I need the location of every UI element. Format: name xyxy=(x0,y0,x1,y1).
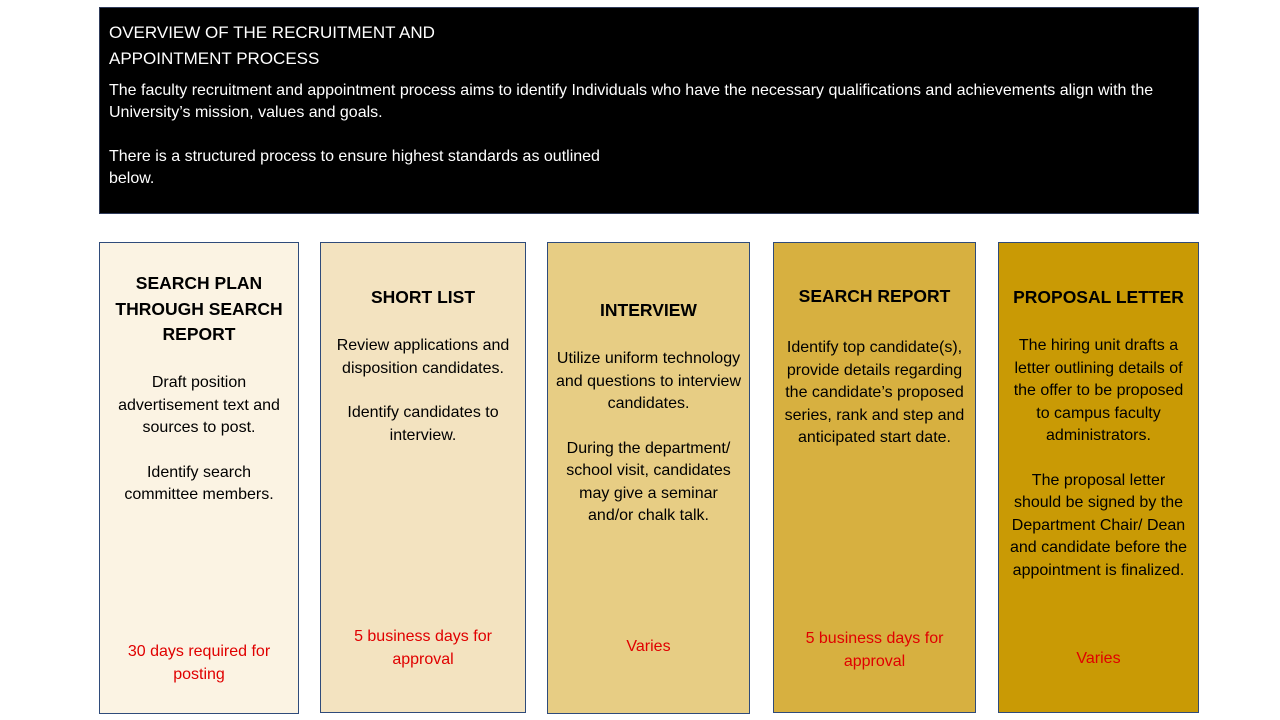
step-description xyxy=(782,337,967,450)
intro-paragraph: The faculty recruitment and appointment process aims to identify Individuals who have the necessary qualifications and achievements align with the University’s mission, values and goals. xyxy=(109,82,1154,121)
step-card-search-plan xyxy=(99,242,299,714)
step-timeline: 30 days required for posting xyxy=(127,643,271,683)
step-description xyxy=(1007,335,1190,582)
step-title: SHORT LIST xyxy=(370,287,476,307)
process-paragraph: There is a structured process to ensure highest standards as outlined below. xyxy=(109,148,600,187)
step-timeline: Varies xyxy=(626,638,671,655)
step-card-search-report xyxy=(773,242,976,713)
step-description-text: Identify search committee members. xyxy=(124,463,274,503)
step-description-text: Utilize uniform technology and questions to interview candidates. xyxy=(556,350,741,412)
step-description xyxy=(329,335,517,447)
step-description-text: Identify candidates to interview. xyxy=(347,404,499,444)
step-description-text: During the department/ school visit, candidates may give a seminar and/or chalk talk. xyxy=(566,439,731,524)
step-card-interview xyxy=(547,242,750,714)
step-title: SEARCH REPORT xyxy=(798,286,951,306)
step-description-text: Review applications and disposition candidates. xyxy=(336,337,510,377)
page-title: OVERVIEW OF THE RECRUITMENT AND APPOINTMENT PROCESS xyxy=(109,23,435,68)
step-timeline: 5 business days for approval xyxy=(805,630,944,670)
step-title: PROPOSAL LETTER xyxy=(1013,287,1184,307)
step-description-text: The proposal letter should be signed by the Department Chair/ Dean and candidate before the appointment is finalized. xyxy=(1009,471,1188,579)
step-timeline: 5 business days for approval xyxy=(354,628,492,668)
step-card-short-list xyxy=(320,242,526,713)
step-description xyxy=(556,348,741,528)
step-description xyxy=(108,372,290,507)
step-card-proposal-letter xyxy=(998,242,1199,713)
step-description-text: Draft position advertisement text and sources to post. xyxy=(118,374,280,436)
overview-header xyxy=(99,7,1199,214)
step-timeline: Varies xyxy=(1076,650,1121,667)
step-description-text: The hiring unit drafts a letter outlining details of the offer to be proposed to campus faculty administrators. xyxy=(1013,337,1184,444)
step-title: INTERVIEW xyxy=(600,300,697,320)
step-title: SEARCH PLAN THROUGH SEARCH REPORT xyxy=(115,273,283,344)
step-description-text: Identify top candidate(s), provide details regarding the candidate’s proposed series, rank and step and anticipated start date. xyxy=(784,339,965,446)
